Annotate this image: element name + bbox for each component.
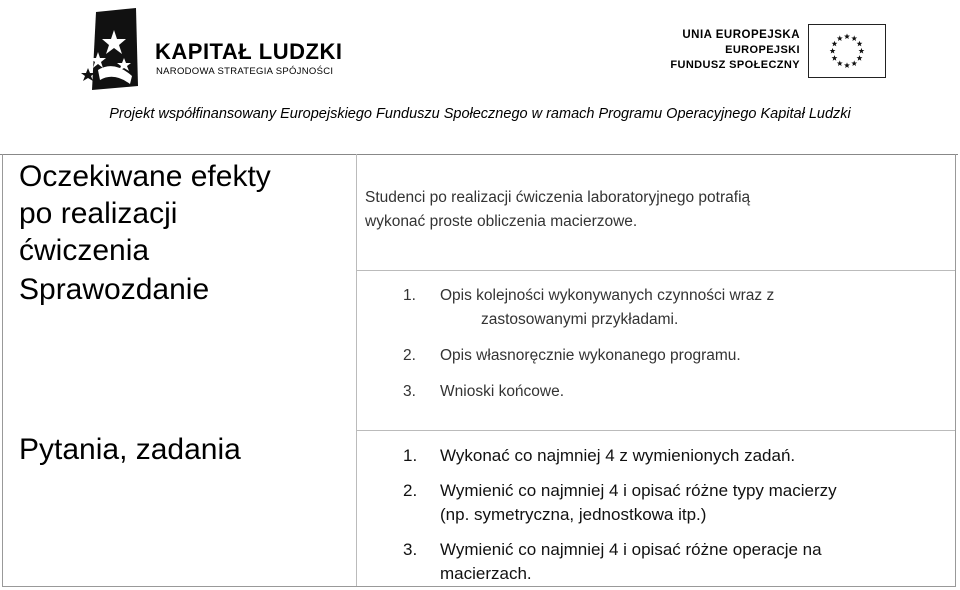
- list-item-continuation: (np. symetryczna, jednostkowa itp.): [440, 505, 707, 524]
- eu-logo-line1: UNIA EUROPEJSKA: [682, 29, 800, 41]
- list-item: [365, 284, 774, 332]
- expected-results-text: [365, 186, 750, 234]
- row-label-questions: [19, 431, 241, 468]
- list-item: [365, 479, 837, 527]
- list-item: [365, 538, 837, 586]
- list-item-continuation: zastosowanymi przykładami.: [481, 311, 679, 328]
- list-item-text: Wykonać co najmniej 4 z wymienionych zadań.: [440, 446, 796, 465]
- list-item-number: 2.: [403, 347, 416, 364]
- list-item-number: 1.: [403, 287, 416, 304]
- eu-flag-star: [857, 55, 863, 61]
- list-item-number: 2.: [403, 481, 418, 500]
- row-divider: [356, 270, 955, 271]
- list-item-number: 3.: [403, 540, 418, 559]
- list-item-text: Wymienić co najmniej 4 i opisać różne operacje na: [440, 540, 822, 559]
- eu-flag-star: [851, 60, 857, 66]
- eu-flag-star: [844, 62, 850, 68]
- list-item-text: Wnioski końcowe.: [440, 383, 565, 400]
- eu-flag-star: [857, 41, 863, 47]
- report-list: [365, 284, 774, 404]
- list-item-text: Opis własnoręcznie wykonanego programu.: [440, 347, 741, 364]
- row-label-line: ćwiczenia: [19, 234, 150, 267]
- eu-fund-logo: [668, 24, 898, 80]
- row-label-line: po realizacji: [19, 197, 178, 230]
- list-item-number: 1.: [403, 446, 418, 465]
- lab-info-table: [2, 154, 956, 587]
- eu-flag-star: [832, 41, 838, 47]
- eu-flag-star: [859, 48, 865, 54]
- column-divider: [356, 154, 357, 586]
- eu-flag-icon: [808, 24, 886, 78]
- list-item-continuation: macierzach.: [440, 564, 532, 583]
- row-label-line: Sprawozdanie: [19, 273, 210, 306]
- eu-flag-star: [830, 48, 836, 54]
- eu-flag-star: [837, 35, 843, 41]
- kapital-ludzki-logo: [78, 8, 368, 90]
- list-item: [365, 444, 837, 468]
- row-divider: [356, 430, 955, 431]
- eu-flag-star: [851, 35, 857, 41]
- eu-logo-line2: EUROPEJSKI: [725, 44, 800, 56]
- list-item: [365, 380, 774, 404]
- eu-flag-star: [844, 33, 850, 39]
- row-label-report: [19, 271, 209, 308]
- list-item: [365, 344, 774, 368]
- project-cofinancing-line: Projekt współfinansowany Europejskiego Funduszu Społecznego w ramach Programu Operacyjnego Kapitał Ludzki: [109, 106, 851, 122]
- row-label-line: Pytania, zadania: [19, 433, 241, 466]
- list-item-text: Wymienić co najmniej 4 i opisać różne typy macierzy: [440, 481, 837, 500]
- row-label-expected-results: [19, 158, 271, 269]
- eu-flag-star: [832, 55, 838, 61]
- kapital-ludzki-title: KAPITAŁ LUDZKI: [155, 39, 343, 64]
- eu-logo-text: [670, 28, 800, 73]
- kapital-ludzki-subtitle: NARODOWA STRATEGIA SPÓJNOŚCI: [156, 66, 334, 77]
- kapital-ludzki-stars-icon: [78, 8, 150, 90]
- eu-flag-star: [837, 60, 843, 66]
- list-item-number: 3.: [403, 383, 416, 400]
- row-label-line: Oczekiwane efekty: [19, 160, 271, 193]
- text-line: Studenci po realizacji ćwiczenia laboratoryjnego potrafią: [365, 189, 751, 206]
- list-item-text: Opis kolejności wykonywanych czynności wraz z: [440, 287, 775, 304]
- questions-list: [365, 444, 837, 586]
- page-header: [0, 0, 960, 132]
- text-line: wykonać proste obliczenia macierzowe.: [365, 213, 638, 230]
- eu-logo-line3: FUNDUSZ SPOŁECZNY: [670, 59, 800, 71]
